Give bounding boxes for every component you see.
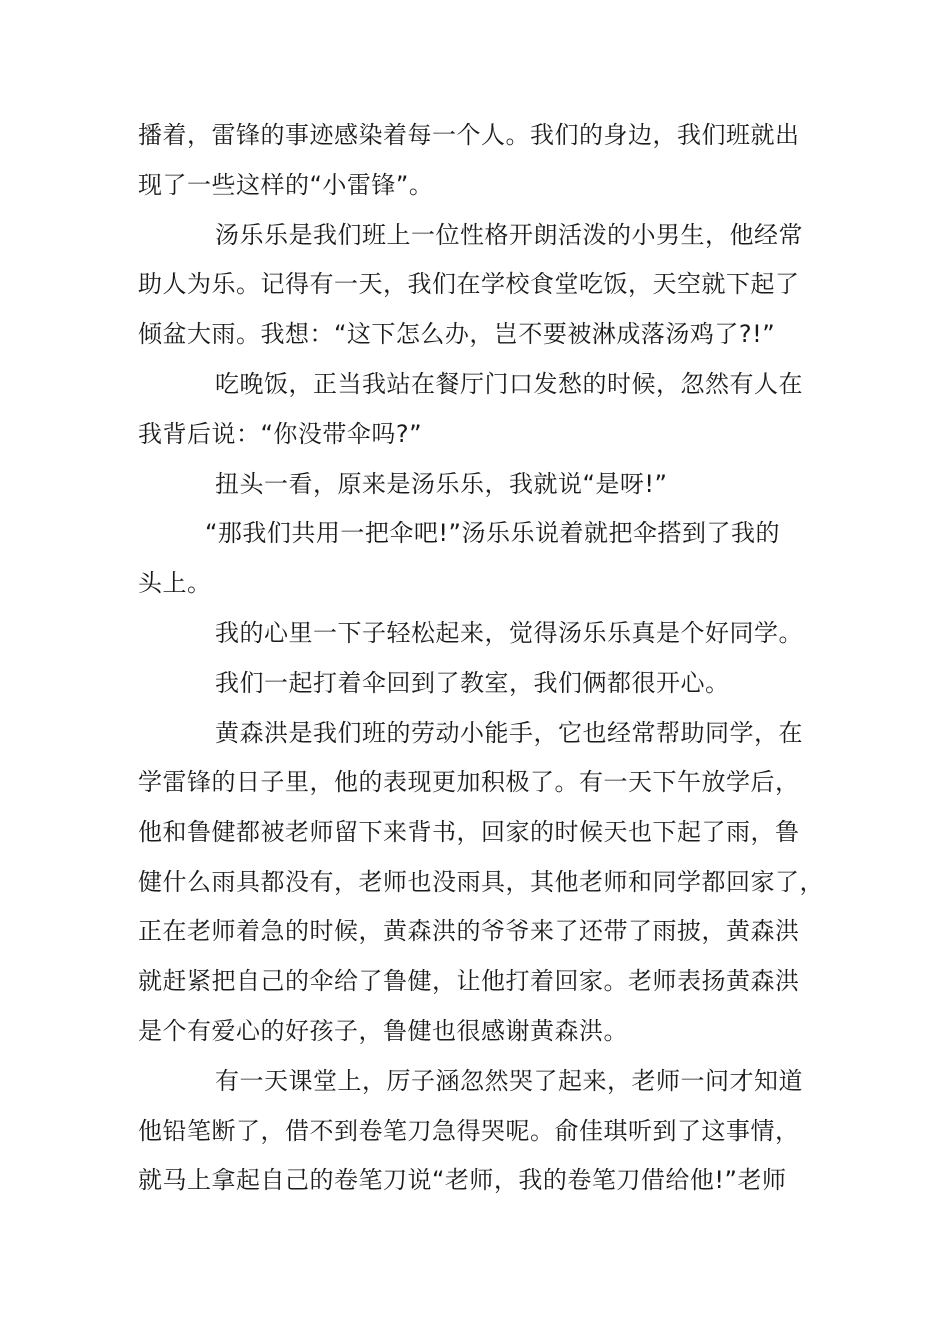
text-line: 我背后说：“你没带伞吗?”: [138, 420, 423, 448]
text-line: 倾盆大雨。我想：“这下怎么办，岂不要被淋成落汤鸡了?!”: [138, 320, 776, 348]
text-line: 是个有爱心的好孩子，鲁健也很感谢黄森洪。: [138, 1017, 628, 1045]
paragraph-first-line: 我们一起打着伞回到了教室，我们俩都很开心。: [215, 669, 730, 697]
text-line: 就赶紧把自己的伞给了鲁健，让他打着回家。老师表扬黄森洪: [138, 967, 800, 995]
text-line: 正在老师着急的时候，黄森洪的爷爷来了还带了雨披，黄森洪: [138, 917, 800, 945]
text-line: 健什么雨具都没有，老师也没雨具，其他老师和同学都回家了，: [138, 868, 824, 896]
paragraph-first-line: 扭头一看，原来是汤乐乐，我就说“是呀!”: [215, 470, 668, 498]
text-line: 就马上拿起自己的卷笔刀说“老师，我的卷笔刀借给他!”老师: [138, 1166, 787, 1194]
text-line: 他和鲁健都被老师留下来背书，回家的时候天也下起了雨，鲁: [138, 818, 800, 846]
paragraph-first-line: “那我们共用一把伞吧!”汤乐乐说着就把伞搭到了我的: [205, 519, 780, 547]
text-line: 他铅笔断了，借不到卷笔刀急得哭呢。俞佳琪听到了这事情，: [138, 1117, 800, 1145]
paragraph-first-line: 我的心里一下子轻松起来，觉得汤乐乐真是个好同学。: [215, 619, 803, 647]
paragraph-first-line: 汤乐乐是我们班上一位性格开朗活泼的小男生，他经常: [215, 221, 803, 249]
paragraph-first-line: 吃晚饭，正当我站在餐厅门口发愁的时候，忽然有人在: [215, 370, 803, 398]
paragraph-first-line: 黄森洪是我们班的劳动小能手，它也经常帮助同学，在: [215, 719, 803, 747]
text-line: 学雷锋的日子里，他的表现更加积极了。有一天下午放学后，: [138, 768, 800, 796]
text-line: 播着，雷锋的事迹感染着每一个人。我们的身边，我们班就出: [138, 121, 800, 149]
paragraph-first-line: 有一天课堂上，厉子涵忽然哭了起来，老师一问才知道: [215, 1067, 803, 1095]
text-line: 助人为乐。记得有一天，我们在学校食堂吃饭，天空就下起了: [138, 270, 800, 298]
text-line: 头上。: [138, 569, 212, 597]
text-line: 现了一些这样的“小雷锋”。: [138, 171, 434, 199]
